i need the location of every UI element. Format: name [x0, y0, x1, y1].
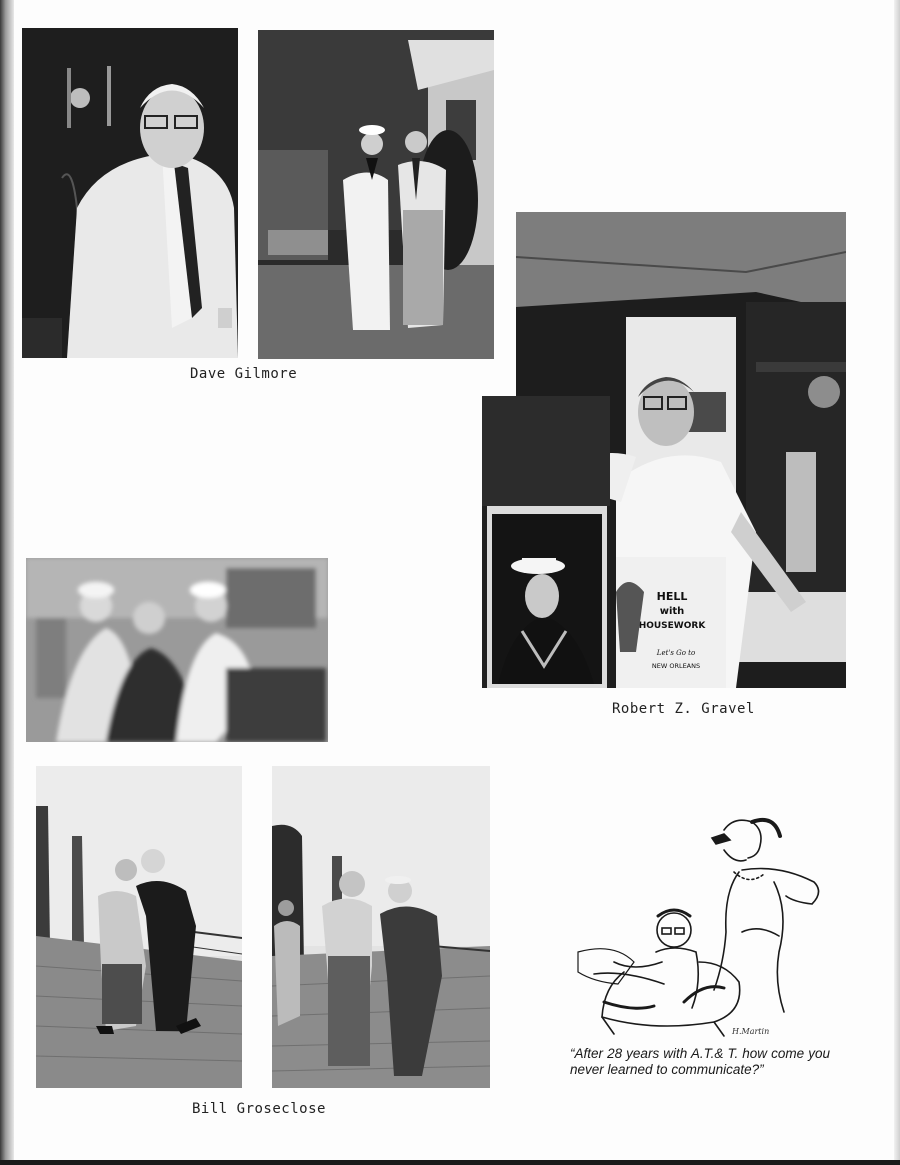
cartoon-signature: H.Martin: [732, 1027, 770, 1036]
photo-young-sailor-inset: [482, 396, 610, 688]
photo-sailors-walking-deck: [272, 766, 490, 1088]
cartoon-caption: “After 28 years with A.T.& T. how come you never learned to communicate?”: [570, 1046, 830, 1077]
apron-text-4: Let's Go to: [656, 649, 696, 657]
apron-text-3: HOUSEWORK: [638, 621, 706, 631]
cartoon-couple-illustration: [574, 812, 834, 1042]
caption-robert-gravel: Robert Z. Gravel: [612, 701, 755, 717]
photo-dave-gilmore-portrait: [22, 28, 238, 358]
apron-text-5: NEW ORLEANS: [651, 662, 701, 670]
binding-shadow: [0, 0, 14, 1165]
photo-sailor-with-elder: [258, 30, 494, 359]
apron-text-1: HELL: [656, 590, 688, 603]
caption-bill-groseclose: Bill Groseclose: [192, 1101, 326, 1117]
page-bottom-edge: [0, 1160, 900, 1165]
photo-two-sailors-deck: [36, 766, 242, 1088]
page-edge: [894, 0, 900, 1165]
caption-dave-gilmore: Dave Gilmore: [190, 366, 298, 382]
apron-text-2: with: [659, 606, 685, 617]
photo-galley-cooks: [26, 558, 328, 742]
